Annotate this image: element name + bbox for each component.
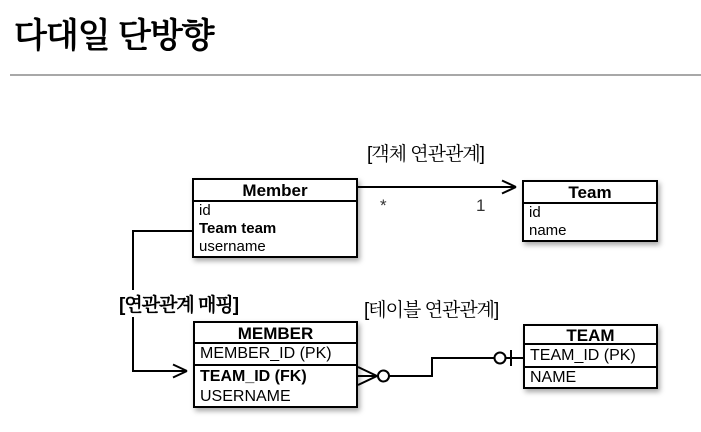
table-relation-label: [테이블 연관관계] (364, 300, 499, 321)
mapping-label: [연관관계 매핑] (116, 290, 241, 317)
entity-team-class (522, 180, 658, 242)
member-field-id: id (199, 202, 211, 219)
zero-or-one-icon (495, 350, 524, 366)
crows-foot-many-icon (358, 367, 389, 385)
entity-member-table (193, 321, 358, 408)
member-col-username: USERNAME (200, 388, 291, 405)
entity-member-table-title: MEMBER (195, 323, 356, 344)
page-title: 다대일 단방향 (14, 17, 214, 55)
team-field-id: id (529, 204, 541, 221)
entity-team-table (523, 324, 658, 389)
team-col-team-id: TEAM_ID (PK) (525, 345, 656, 368)
entity-member-class-title: Member (194, 180, 356, 202)
member-col-member-id: MEMBER_ID (PK) (195, 344, 356, 366)
member-col-team-id: TEAM_ID (FK) (200, 368, 307, 385)
member-field-team: Team team (199, 220, 277, 237)
entity-team-table-title: TEAM (525, 326, 656, 345)
member-field-username: username (199, 238, 266, 255)
team-field-name: name (529, 222, 567, 239)
object-association-arrow (358, 181, 516, 194)
cardinality-many: * (380, 196, 387, 215)
entity-team-class-title: Team (524, 182, 656, 204)
entity-member-class (192, 178, 358, 258)
object-relation-label: [객체 연관관계] (367, 144, 484, 165)
cardinality-one: 1 (476, 196, 486, 215)
table-relation-line (389, 358, 494, 376)
team-col-name: NAME (530, 369, 577, 386)
title-divider (10, 74, 701, 76)
